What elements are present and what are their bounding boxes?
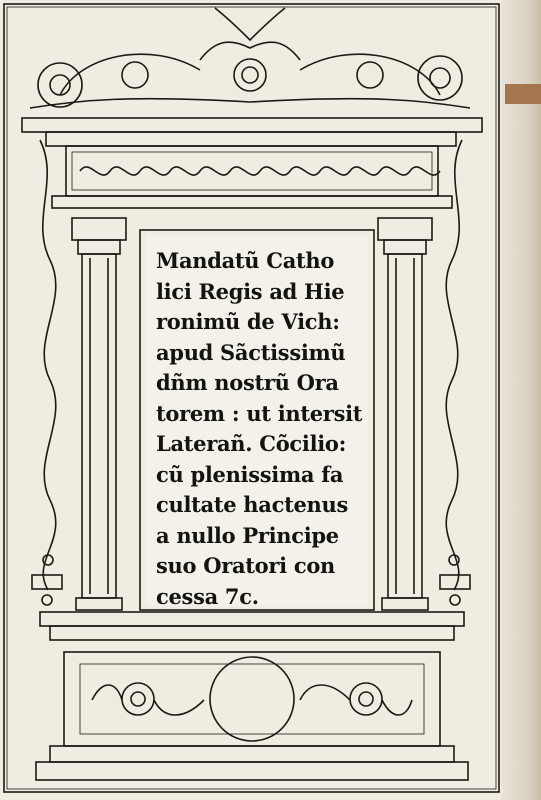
crest-ornament bbox=[30, 8, 470, 108]
title-line-6: torem : ut intersit bbox=[156, 400, 363, 426]
plinth bbox=[36, 612, 468, 780]
left-garland bbox=[32, 140, 62, 605]
title-line-4: apud Sãctissimũ bbox=[156, 339, 346, 365]
title-line-1: Mandatũ Catho bbox=[156, 248, 335, 273]
left-column bbox=[72, 218, 126, 610]
title-line-10: a nullo Principe bbox=[156, 522, 339, 548]
entablature bbox=[22, 118, 482, 208]
title-line-9: cultate hactenus bbox=[156, 492, 348, 517]
title-line-5: dñm nostrũ Ora bbox=[156, 370, 339, 395]
title-line-3: ronimũ de Vich: bbox=[156, 309, 340, 334]
right-garland bbox=[440, 140, 470, 605]
title-line-7: Laterañ. Cõcilio: bbox=[156, 431, 347, 456]
right-column bbox=[378, 218, 432, 610]
title-line-11: suo Oratori con bbox=[156, 553, 335, 578]
title-text-block bbox=[146, 236, 368, 609]
title-line-12: cessa 7c. bbox=[156, 583, 259, 609]
title-line-8: cũ plenissima fa bbox=[156, 461, 344, 487]
title-line-2: lici Regis ad Hie bbox=[156, 278, 345, 304]
